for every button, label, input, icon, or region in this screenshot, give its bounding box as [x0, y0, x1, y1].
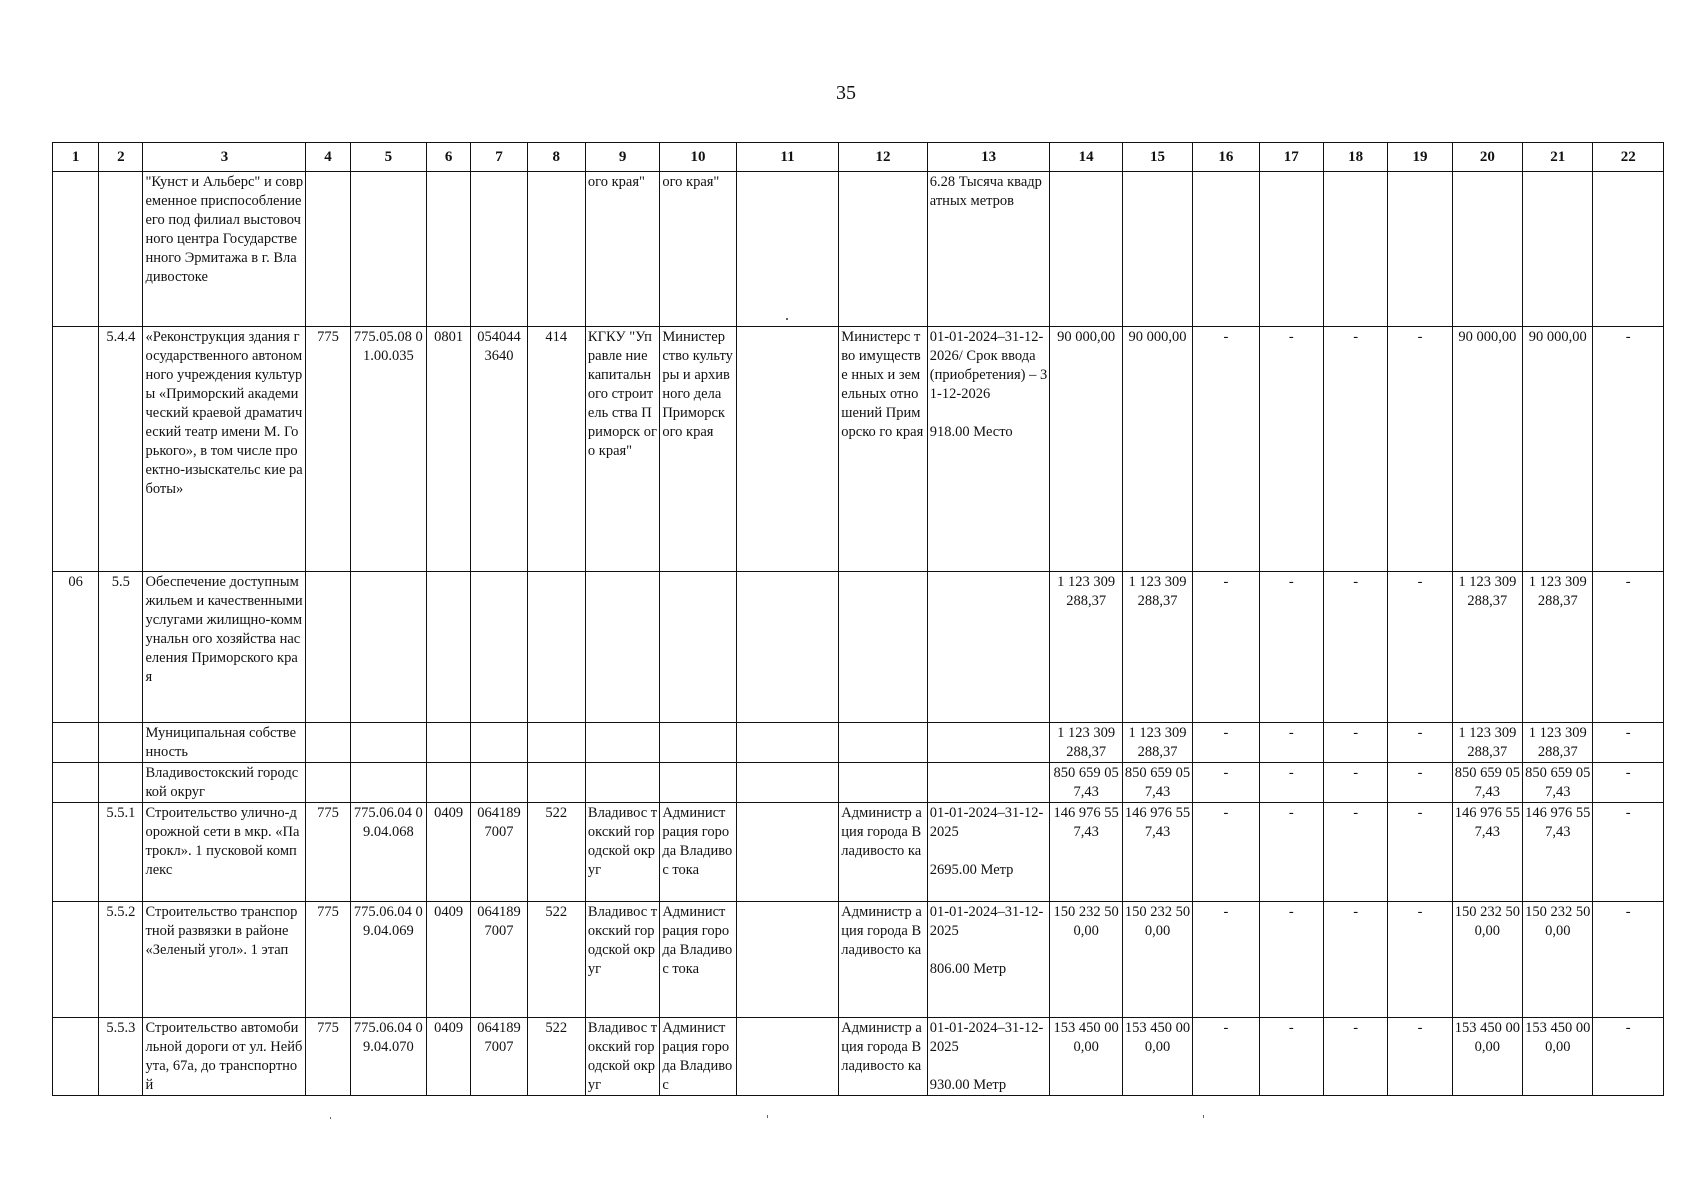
cell-col-12: Администр ация города Владивосто ка	[839, 902, 927, 1018]
cell-col-17: -	[1259, 902, 1323, 1018]
cell-col-17: -	[1259, 723, 1323, 763]
cell-col-5: 775.06.04 09.04.068	[350, 803, 426, 902]
column-header-2: 2	[99, 143, 143, 172]
cell-col-15: 850 659 057,43	[1122, 763, 1192, 803]
cell-col-13	[927, 723, 1050, 763]
column-header-3: 3	[143, 143, 306, 172]
cell-col-18: -	[1323, 902, 1387, 1018]
cell-col-11	[736, 763, 839, 803]
table-row	[53, 572, 1664, 723]
cell-col-3: Строительство автомобильной дороги от ул. Нейбута, 67а, до транспортной	[143, 1018, 306, 1096]
cell-col-4	[306, 763, 350, 803]
table-row	[53, 763, 1664, 803]
cell-col-4: 775	[306, 327, 350, 572]
cell-col-2: 5.5.1	[99, 803, 143, 902]
cell-col-22: -	[1593, 572, 1664, 723]
cell-col-20: 90 000,00	[1452, 327, 1522, 572]
cell-col-11	[736, 723, 839, 763]
cell-col-3: Муниципальная собственность	[143, 723, 306, 763]
table-row	[53, 803, 1664, 902]
cell-col-13	[927, 572, 1050, 723]
cell-col-17: -	[1259, 327, 1323, 572]
cell-col-8	[527, 723, 585, 763]
cell-col-2: 5.5.3	[99, 1018, 143, 1096]
column-header-21: 21	[1523, 143, 1593, 172]
scan-dot	[786, 318, 788, 320]
table-row	[53, 327, 1664, 572]
cell-col-6: 0801	[427, 327, 471, 572]
cell-col-1	[53, 763, 99, 803]
cell-col-21: 150 232 500,00	[1523, 902, 1593, 1018]
cell-col-14: 1 123 309 288,37	[1050, 723, 1122, 763]
cell-col-19: -	[1388, 902, 1452, 1018]
column-header-18: 18	[1323, 143, 1387, 172]
cell-col-9	[585, 572, 659, 723]
cell-col-4: 775	[306, 803, 350, 902]
cell-col-4	[306, 723, 350, 763]
cell-col-16: -	[1193, 902, 1259, 1018]
cell-col-11	[736, 572, 839, 723]
cell-col-12: Администр ация города Владивосто ка	[839, 1018, 927, 1096]
cell-col-13: 01-01-2024–31-12-2026/ Срок ввода (приобретения) – 31-12-2026 918.00 Место	[927, 327, 1050, 572]
cell-col-13: 01-01-2024–31-12-2025 806.00 Метр	[927, 902, 1050, 1018]
cell-col-11	[736, 327, 839, 572]
table-row	[53, 723, 1664, 763]
cell-col-13: 6.28 Тысяча квадратных метров	[927, 172, 1050, 327]
cell-col-22: -	[1593, 902, 1664, 1018]
cell-col-5	[350, 723, 426, 763]
cell-col-14: 850 659 057,43	[1050, 763, 1122, 803]
column-header-7: 7	[471, 143, 527, 172]
table-row	[53, 902, 1664, 1018]
column-header-4: 4	[306, 143, 350, 172]
cell-col-13: 01-01-2024–31-12-2025 2695.00 Метр	[927, 803, 1050, 902]
cell-col-21: 90 000,00	[1523, 327, 1593, 572]
cell-col-18: -	[1323, 723, 1387, 763]
cell-col-16: -	[1193, 763, 1259, 803]
cell-col-10	[660, 763, 736, 803]
cell-col-11	[736, 902, 839, 1018]
cell-col-17: -	[1259, 1018, 1323, 1096]
header-row	[53, 143, 1664, 172]
column-header-5: 5	[350, 143, 426, 172]
cell-col-18: -	[1323, 763, 1387, 803]
cell-col-22: -	[1593, 327, 1664, 572]
page-number: 35	[836, 82, 856, 104]
cell-col-10: Админист рация города Владивос	[660, 1018, 736, 1096]
cell-col-9: Владивос токский городской округ	[585, 902, 659, 1018]
cell-col-14: 153 450 000,00	[1050, 1018, 1122, 1096]
cell-col-4: 775	[306, 1018, 350, 1096]
column-header-13: 13	[927, 143, 1050, 172]
cell-col-10: Админист рация города Владивос тока	[660, 803, 736, 902]
cell-col-20: 1 123 309 288,37	[1452, 723, 1522, 763]
cell-col-1	[53, 327, 99, 572]
cell-col-17	[1259, 172, 1323, 327]
cell-col-22: -	[1593, 1018, 1664, 1096]
cell-col-1	[53, 723, 99, 763]
cell-col-6: 0409	[427, 1018, 471, 1096]
cell-col-15: 146 976 557,43	[1122, 803, 1192, 902]
cell-col-10: ого края"	[660, 172, 736, 327]
cell-col-18: -	[1323, 572, 1387, 723]
cell-col-11	[736, 803, 839, 902]
cell-col-6	[427, 572, 471, 723]
cell-col-11	[736, 172, 839, 327]
cell-col-5: 775.06.04 09.04.069	[350, 902, 426, 1018]
cell-col-9: Владивос токский городской округ	[585, 803, 659, 902]
cell-col-12	[839, 172, 927, 327]
cell-col-3: «Реконструкция здания государственного автономного учреждения культуры «Приморский академический краевой драматический театр имени М. Горького», в том числе проектно-изыскательс кие работы»	[143, 327, 306, 572]
cell-col-19: -	[1388, 763, 1452, 803]
cell-col-9	[585, 763, 659, 803]
cell-col-18: -	[1323, 1018, 1387, 1096]
cell-col-12: Министерс тво имуществе нных и земельных отношений Приморско го края	[839, 327, 927, 572]
cell-col-12: Администр ация города Владивосто ка	[839, 803, 927, 902]
cell-col-18: -	[1323, 327, 1387, 572]
cell-col-1: 06	[53, 572, 99, 723]
cell-col-7	[471, 723, 527, 763]
cell-col-15: 1 123 309 288,37	[1122, 572, 1192, 723]
cell-col-4: 775	[306, 902, 350, 1018]
column-header-16: 16	[1193, 143, 1259, 172]
cell-col-9	[585, 723, 659, 763]
cell-col-8: 522	[527, 803, 585, 902]
cell-col-22: -	[1593, 723, 1664, 763]
cell-col-22: -	[1593, 803, 1664, 902]
cell-col-11	[736, 1018, 839, 1096]
cell-col-8	[527, 572, 585, 723]
cell-col-21: 146 976 557,43	[1523, 803, 1593, 902]
column-header-22: 22	[1593, 143, 1664, 172]
column-header-14: 14	[1050, 143, 1122, 172]
cell-col-8	[527, 172, 585, 327]
cell-col-2	[99, 723, 143, 763]
cell-col-16: -	[1193, 572, 1259, 723]
scan-dot	[767, 1115, 768, 1118]
cell-col-21: 153 450 000,00	[1523, 1018, 1593, 1096]
cell-col-3: "Кунст и Альберс" и современное приспособление его под филиал выстовочного центра Государственного Эрмитажа в г. Владивостоке	[143, 172, 306, 327]
cell-col-6	[427, 723, 471, 763]
cell-col-5	[350, 763, 426, 803]
cell-col-2	[99, 763, 143, 803]
cell-col-21: 1 123 309 288,37	[1523, 572, 1593, 723]
cell-col-5: 775.05.08 01.00.035	[350, 327, 426, 572]
cell-col-1	[53, 803, 99, 902]
cell-col-19: -	[1388, 1018, 1452, 1096]
column-header-11: 11	[736, 143, 839, 172]
cell-col-13: 01-01-2024–31-12-2025 930.00 Метр	[927, 1018, 1050, 1096]
scan-dot	[330, 1117, 331, 1119]
cell-col-16: -	[1193, 1018, 1259, 1096]
cell-col-15: 150 232 500,00	[1122, 902, 1192, 1018]
cell-col-7	[471, 763, 527, 803]
cell-col-9: ого края"	[585, 172, 659, 327]
cell-col-6: 0409	[427, 902, 471, 1018]
table-row	[53, 172, 1664, 327]
cell-col-7	[471, 572, 527, 723]
cell-col-20: 1 123 309 288,37	[1452, 572, 1522, 723]
cell-col-20: 150 232 500,00	[1452, 902, 1522, 1018]
cell-col-3: Строительство улично-дорожной сети в мкр. «Патрокл». 1 пусковой комплекс	[143, 803, 306, 902]
cell-col-1	[53, 1018, 99, 1096]
cell-col-6	[427, 763, 471, 803]
cell-col-20: 850 659 057,43	[1452, 763, 1522, 803]
cell-col-15: 1 123 309 288,37	[1122, 723, 1192, 763]
cell-col-19: -	[1388, 723, 1452, 763]
cell-col-4	[306, 572, 350, 723]
cell-col-3: Обеспечение доступным жильем и качественными услугами жилищно-коммунальн ого хозяйства населения Приморского края	[143, 572, 306, 723]
cell-col-3: Владивостокский городской округ	[143, 763, 306, 803]
cell-col-22	[1593, 172, 1664, 327]
cell-col-17: -	[1259, 572, 1323, 723]
cell-col-14: 90 000,00	[1050, 327, 1122, 572]
cell-col-5	[350, 172, 426, 327]
cell-col-14	[1050, 172, 1122, 327]
column-header-8: 8	[527, 143, 585, 172]
cell-col-5: 775.06.04 09.04.070	[350, 1018, 426, 1096]
budget-table	[52, 142, 1664, 1096]
cell-col-20: 146 976 557,43	[1452, 803, 1522, 902]
cell-col-9: КГКУ "Управле ние капитальн ого строитель ства Приморск ого края"	[585, 327, 659, 572]
cell-col-18: -	[1323, 803, 1387, 902]
cell-col-2: 5.5	[99, 572, 143, 723]
column-header-15: 15	[1122, 143, 1192, 172]
cell-col-16: -	[1193, 723, 1259, 763]
cell-col-8	[527, 763, 585, 803]
cell-col-7: 064189 7007	[471, 803, 527, 902]
cell-col-21: 850 659 057,43	[1523, 763, 1593, 803]
cell-col-19: -	[1388, 803, 1452, 902]
cell-col-4	[306, 172, 350, 327]
cell-col-8: 522	[527, 902, 585, 1018]
cell-col-5	[350, 572, 426, 723]
cell-col-19: -	[1388, 572, 1452, 723]
cell-col-14: 150 232 500,00	[1050, 902, 1122, 1018]
cell-col-16: -	[1193, 327, 1259, 572]
cell-col-10	[660, 572, 736, 723]
cell-col-10: Админист рация города Владивос тока	[660, 902, 736, 1018]
cell-col-10: Министер ство культуры и архивного дела Приморск ого края	[660, 327, 736, 572]
column-header-6: 6	[427, 143, 471, 172]
cell-col-7: 054044 3640	[471, 327, 527, 572]
cell-col-6: 0409	[427, 803, 471, 902]
cell-col-22: -	[1593, 763, 1664, 803]
cell-col-12	[839, 572, 927, 723]
cell-col-20: 153 450 000,00	[1452, 1018, 1522, 1096]
column-header-20: 20	[1452, 143, 1522, 172]
cell-col-21: 1 123 309 288,37	[1523, 723, 1593, 763]
cell-col-13	[927, 763, 1050, 803]
cell-col-19: -	[1388, 327, 1452, 572]
cell-col-19	[1388, 172, 1452, 327]
cell-col-15	[1122, 172, 1192, 327]
column-header-9: 9	[585, 143, 659, 172]
cell-col-1	[53, 902, 99, 1018]
cell-col-16	[1193, 172, 1259, 327]
cell-col-18	[1323, 172, 1387, 327]
scan-dot	[1203, 1115, 1204, 1118]
column-header-19: 19	[1388, 143, 1452, 172]
cell-col-12	[839, 723, 927, 763]
cell-col-1	[53, 172, 99, 327]
cell-col-8: 414	[527, 327, 585, 572]
cell-col-3: Строительство транспортной развязки в районе «Зеленый угол». 1 этап	[143, 902, 306, 1018]
table-body	[53, 172, 1664, 1096]
cell-col-7: 064189 7007	[471, 1018, 527, 1096]
cell-col-12	[839, 763, 927, 803]
cell-col-9: Владивос токский городской округ	[585, 1018, 659, 1096]
cell-col-2: 5.5.2	[99, 902, 143, 1018]
cell-col-17: -	[1259, 803, 1323, 902]
column-header-10: 10	[660, 143, 736, 172]
cell-col-10	[660, 723, 736, 763]
table-row	[53, 1018, 1664, 1096]
cell-col-8: 522	[527, 1018, 585, 1096]
cell-col-15: 90 000,00	[1122, 327, 1192, 572]
cell-col-17: -	[1259, 763, 1323, 803]
column-header-12: 12	[839, 143, 927, 172]
cell-col-2	[99, 172, 143, 327]
column-header-17: 17	[1259, 143, 1323, 172]
cell-col-6	[427, 172, 471, 327]
cell-col-16: -	[1193, 803, 1259, 902]
column-header-1: 1	[53, 143, 99, 172]
cell-col-20	[1452, 172, 1522, 327]
cell-col-14: 146 976 557,43	[1050, 803, 1122, 902]
cell-col-14: 1 123 309 288,37	[1050, 572, 1122, 723]
cell-col-21	[1523, 172, 1593, 327]
cell-col-7	[471, 172, 527, 327]
cell-col-2: 5.4.4	[99, 327, 143, 572]
cell-col-7: 064189 7007	[471, 902, 527, 1018]
cell-col-15: 153 450 000,00	[1122, 1018, 1192, 1096]
